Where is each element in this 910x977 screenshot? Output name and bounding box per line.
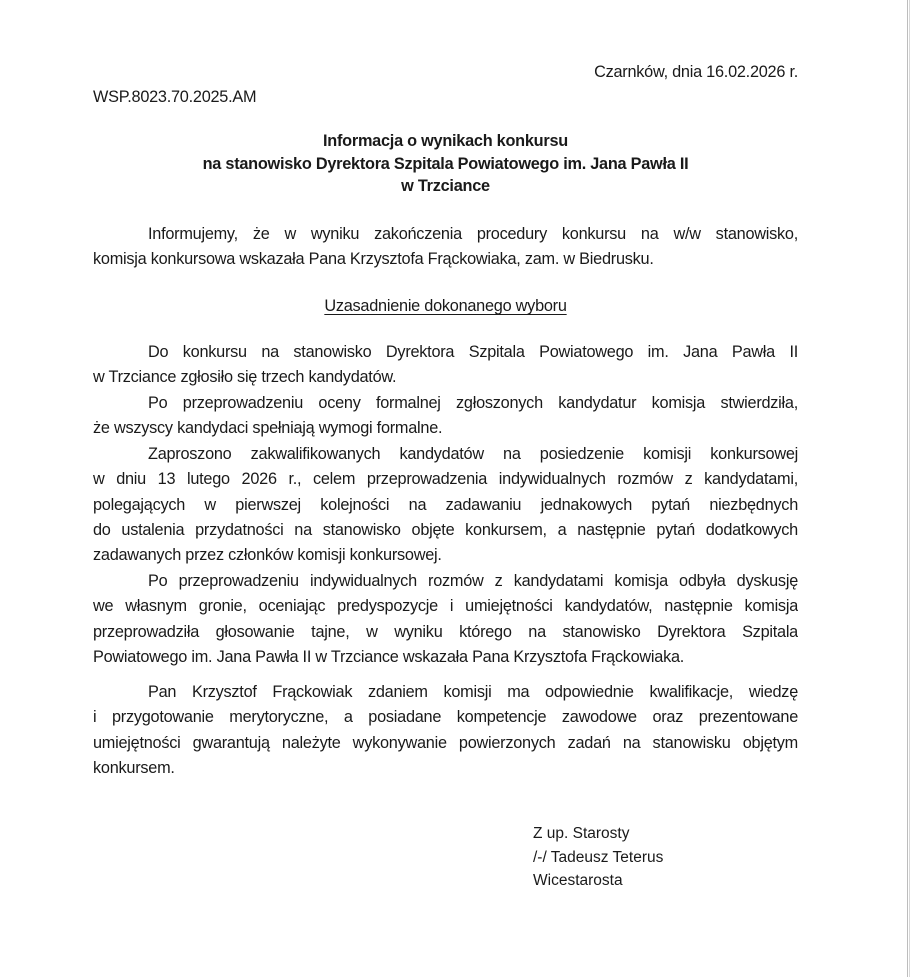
justification-heading-text: Uzasadnienie dokonanego wyboru	[324, 297, 567, 315]
paragraph-line: do ustalenia przydatności na stanowisko objęte konkursem, a następnie pytań dodatkowych	[93, 520, 798, 539]
paragraph-line: umiejętności gwarantują należyte wykonywanie powierzonych zadań na stanowisku objętym	[93, 733, 798, 752]
paragraph-line: Zaproszono zakwalifikowanych kandydatów na posiedzenie komisji konkursowej	[148, 445, 798, 463]
paragraph-line: komisja konkursowa wskazała Pana Krzysztofa Frąckowiaka, zam. w Biedrusku.	[93, 250, 654, 269]
signature-line: Z up. Starosty	[533, 825, 630, 842]
paragraph-line: Informujemy, że w wyniku zakończenia procedury konkursu na w/w stanowisko,	[148, 225, 798, 243]
signature-line: Wicestarosta	[533, 872, 623, 889]
paragraph-formal-check	[93, 391, 798, 442]
justification-heading	[93, 297, 798, 316]
intro-paragraph	[93, 222, 798, 273]
place-date: Czarnków, dnia 16.02.2026 r.	[594, 63, 798, 81]
paragraph-line: w Trzciance zgłosiło się trzech kandydatów.	[93, 368, 397, 387]
paragraph-line: Pan Krzysztof Frąckowiak zdaniem komisji ma odpowiednie kwalifikacje, wiedzę	[148, 683, 798, 701]
paragraph-line: że wszyscy kandydaci spełniają wymogi formalne.	[93, 419, 443, 438]
paragraph-line: zadawanych przez członków komisji konkursowej.	[93, 546, 442, 565]
paragraph-line: Po przeprowadzeniu oceny formalnej zgłoszonych kandydatur komisja stwierdziła,	[148, 394, 798, 412]
signature-block	[533, 822, 663, 893]
paragraph-line: i przygotowanie merytoryczne, a posiadane kompetencje zawodowe oraz prezentowane	[93, 708, 798, 727]
paragraph-line: przeprowadziła głosowanie tajne, w wyniku którego na stanowisko Dyrektora Szpitala	[93, 622, 798, 641]
paragraph-interviews	[93, 442, 798, 568]
paragraph-line: polegających w pierwszej kolejności na zadawaniu jednakowych pytań niezbędnych	[93, 495, 798, 514]
paragraph-candidates	[93, 340, 798, 391]
paragraph-line: konkursem.	[93, 758, 175, 777]
paragraph-voting	[93, 569, 798, 670]
page-edge	[907, 0, 908, 977]
paragraph-line: we własnym gronie, oceniając predyspozycje i umiejętności kandydatów, następnie komisja	[93, 597, 798, 616]
paragraph-line: Do konkursu na stanowisko Dyrektora Szpitala Powiatowego im. Jana Pawła II	[148, 343, 798, 361]
document-title	[93, 130, 798, 198]
paragraph-qualifications	[93, 680, 798, 781]
title-line: na stanowisko Dyrektora Szpitala Powiatowego im. Jana Pawła II	[202, 154, 689, 173]
signature-line: /-/ Tadeusz Teterus	[533, 848, 664, 866]
paragraph-line: w dniu 13 lutego 2026 r., celem przeprowadzenia indywidualnych rozmów z kandydatami,	[93, 470, 798, 489]
paragraph-line: Po przeprowadzeniu indywidualnych rozmów z kandydatami komisja odbyła dyskusję	[148, 572, 798, 590]
title-line: w Trzciance	[401, 177, 490, 195]
title-line: Informacja o wynikach konkursu	[323, 132, 568, 150]
paragraph-line: Powiatowego im. Jana Pawła II w Trzciance wskazała Pana Krzysztofa Frąckowiaka.	[93, 647, 685, 666]
reference-number: WSP.8023.70.2025.AM	[93, 88, 257, 106]
